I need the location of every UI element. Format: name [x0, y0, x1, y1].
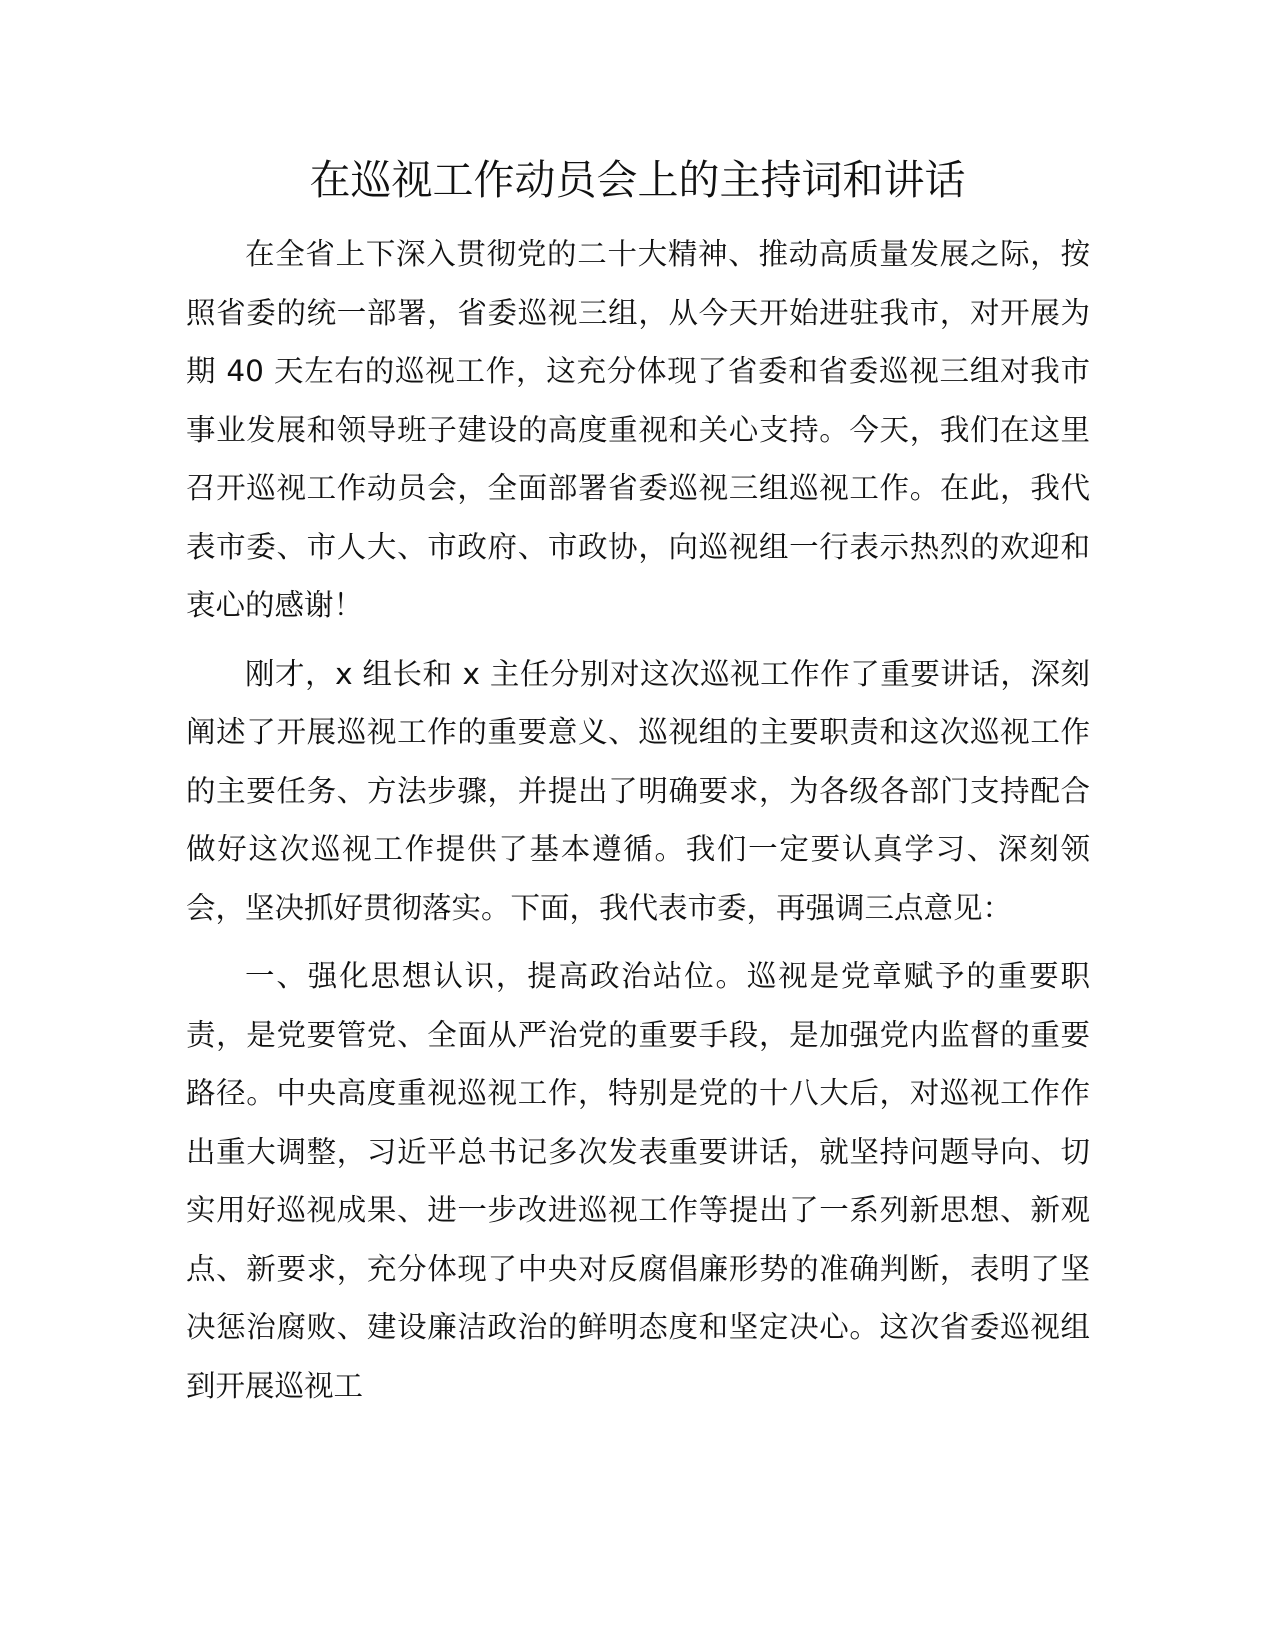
paragraph-3: 一、强化思想认识，提高政治站位。巡视是党章赋予的重要职责，是党要管党、全面从严治党的重要手段，是加强党内监督的重要路径。中央高度重视巡视工作，特别是党的十八大后，对巡视工作作出重大调整，习近平总书记多次发表重要讲话，就坚持问题导向、切实用好巡视成果、进一步改进巡视工作等提出了一系列新思想、新观点、新要求，充分体现了中央对反腐倡廉形势的准确判断，表明了坚决惩治腐败、建设廉洁政治的鲜明态度和坚定决心。这次省委巡视组到开展巡视工 — [186, 959, 1090, 1403]
document-body — [186, 225, 1090, 1425]
paragraph-2: 刚才，x 组长和 x 主任分别对这次巡视工作作了重要讲话，深刻阐述了开展巡视工作的重要意义、巡视组的主要职责和这次巡视工作的主要任务、方法步骤，并提出了明确要求，为各级各部门支持配合做好这次巡视工作提供了基本遵循。我们一定要认真学习、深刻领会，坚决抓好贯彻落实。下面，我代表市委，再强调三点意见： — [186, 656, 1090, 925]
paragraph-1: 在全省上下深入贯彻党的二十大精神、推动高质量发展之际，按照省委的统一部署，省委巡视三组，从今天开始进驻我市，对开展为期 40 天左右的巡视工作，这充分体现了省委和省委巡视三组对我市事业发展和领导班子建设的高度重视和关心支持。今天，我们在这里召开巡视工作动员会，全面部署省委巡视三组巡视工作。在此，我代表市委、市人大、市政府、市政协，向巡视组一行表示热烈的欢迎和衷心的感谢！ — [186, 237, 1090, 622]
document-title: 在巡视工作动员会上的主持词和讲话 — [309, 156, 966, 204]
